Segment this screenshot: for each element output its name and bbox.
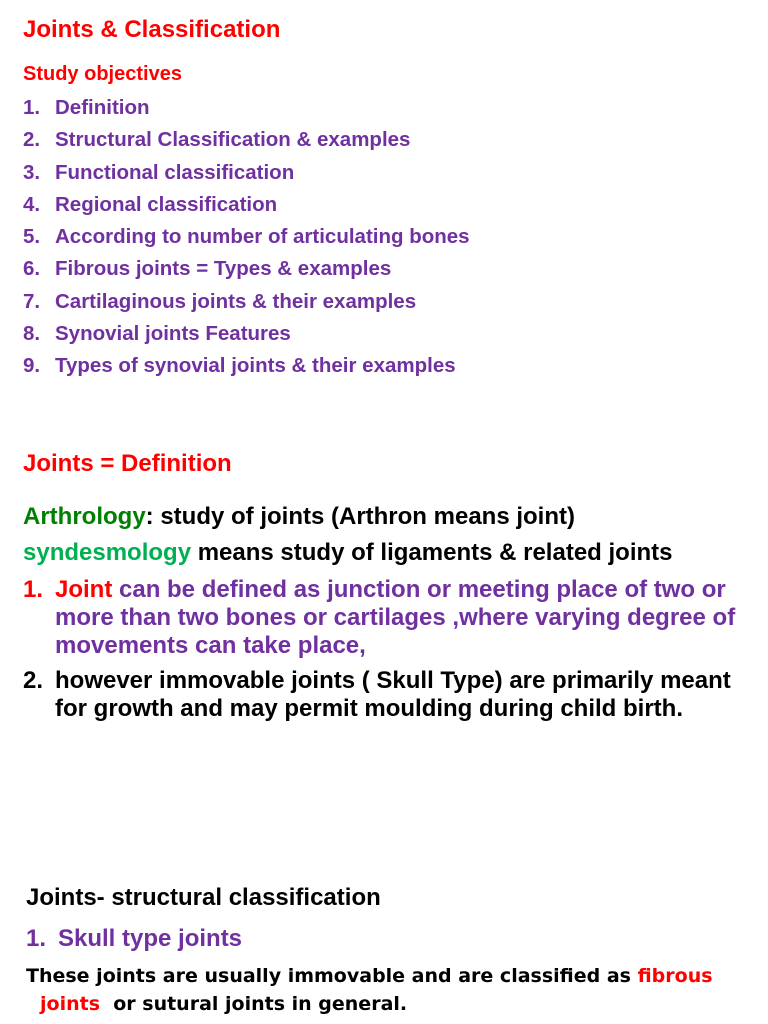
point-number: 2. — [23, 667, 44, 694]
skull-joints-note: These joints are usually immovable and are classified as fibrous joints or sutural joints in general. — [26, 965, 713, 1015]
objectives-heading: Study objectives — [23, 63, 182, 85]
syndesmology-term: syndesmology — [23, 539, 192, 566]
definition-point-2 — [23, 667, 753, 723]
fibrous-term: fibrous — [637, 965, 713, 987]
joint-term: Joint — [55, 576, 113, 603]
arthrology-term: Arthrology — [23, 503, 146, 530]
point-number: 1. — [23, 576, 44, 603]
skull-type-item: 1. Skull type joints — [26, 925, 243, 952]
definition-point-1 — [23, 576, 753, 660]
objective-item: 3. Functional classification — [23, 160, 295, 184]
joints-term: joints — [40, 993, 100, 1015]
objective-item: 1. Definition — [23, 96, 150, 119]
objective-item: 7. Cartilaginous joints & their examples — [23, 289, 417, 313]
objective-item: 6. Fibrous joints = Types & examples — [23, 257, 392, 281]
objective-item: 8. Synovial joints Features — [23, 322, 291, 346]
objective-item: 5. According to number of articulating bones — [23, 225, 470, 249]
definition-heading: Joints = Definition — [23, 450, 232, 477]
objective-item: 4. Regional classification — [23, 192, 278, 216]
syndesmology-line — [23, 539, 673, 567]
page-title: Joints & Classification — [23, 16, 281, 43]
immovable-joints-text: however immovable joints ( Skull Type) are primarily meant for growth and may permit moulding during child birth. — [55, 667, 731, 722]
objective-item: 9. Types of synovial joints & their examples — [23, 354, 456, 378]
joint-definition: can be defined as junction or meeting place of two or more than two bones or cartilages ,where varying degree of movements can take place, — [55, 576, 736, 659]
objective-item: 2. Structural Classification & examples — [23, 128, 411, 152]
objectives-list — [23, 94, 470, 385]
syndesmology-text: means study of ligaments & related joints — [191, 539, 673, 566]
arthrology-text: : study of joints (Arthron means joint) — [145, 503, 575, 530]
structural-heading: Joints- structural classification — [26, 884, 381, 911]
arthrology-line — [23, 503, 575, 531]
